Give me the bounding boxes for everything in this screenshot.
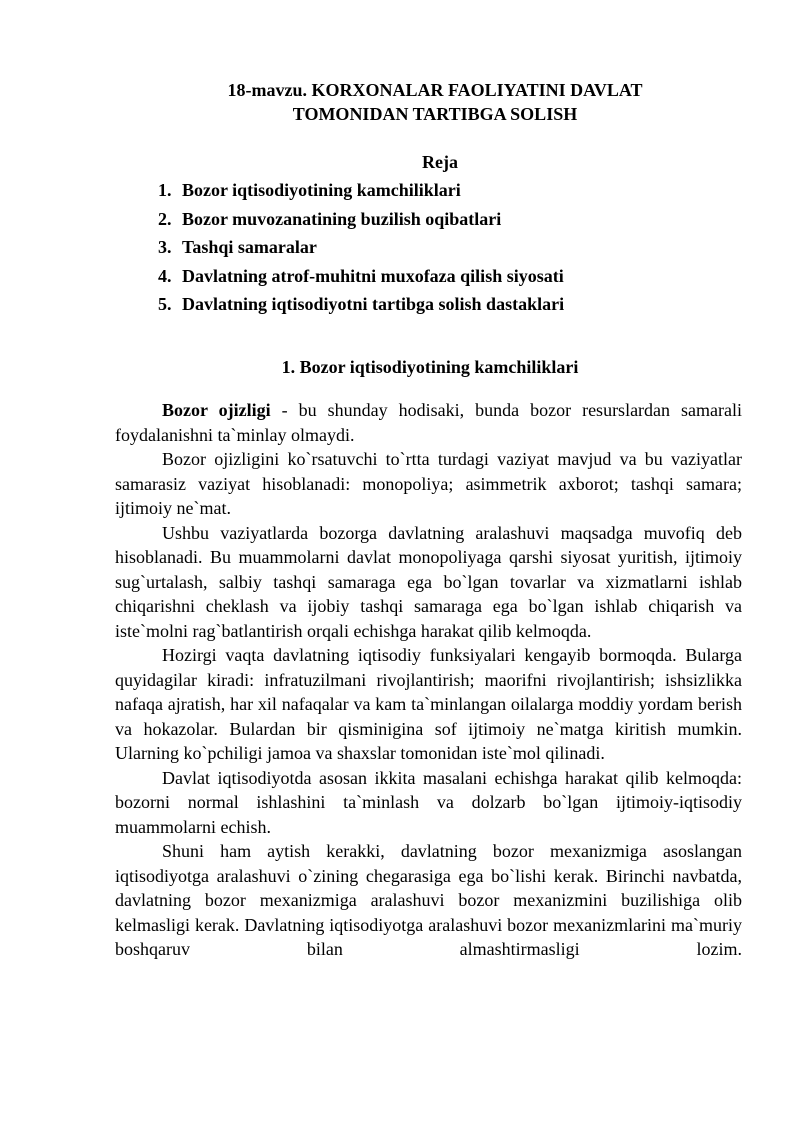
plan-item bbox=[158, 176, 564, 205]
plan-item-text: Davlatning atrof-muhitni muxofaza qilish siyosati bbox=[182, 265, 564, 286]
paragraph: Bozor ojizligini ko`rsatuvchi to`rtta turdagi vaziyat mavjud va bu vaziyatlar samarasiz vaziyat hisoblanadi: monopoliya; asimmetrik axborot; tashqi samara; ijtimoiy ne`mat. bbox=[115, 449, 742, 518]
plan-item-text: Davlatning iqtisodiyotni tartibga solish dastaklari bbox=[182, 294, 565, 314]
plan-item-number: 5. bbox=[158, 294, 172, 314]
plan-item bbox=[158, 205, 564, 234]
title-line-2: TOMONIDAN TARTIBGA SOLISH bbox=[292, 104, 578, 124]
definition-text: - bu shunday hodisaki, bunda bozor resurslardan samarali foydalanishni ta`minlay olmaydi. bbox=[115, 400, 743, 445]
plan-item bbox=[158, 290, 564, 319]
paragraph: Shuni ham aytish kerakki, davlatning bozor mexanizmiga asoslangan iqtisodiyotga aralashuvi o`zining chegarasiga ega bo`lishi kerak. Birinchi navbatda, davlatning bozor mexanizmiga aralashuvi bozor mexanizmini buzilishiga olib kelmasligi kerak. Davlatning iqtisodiyotga aralashuvi bozor mexanizmlarini ma`muriy boshqaruv bilan almashtirmasligi lozim. bbox=[115, 841, 742, 959]
body-text bbox=[115, 398, 742, 962]
plan-item bbox=[158, 262, 564, 291]
defined-term: Bozor ojizligi bbox=[162, 400, 271, 420]
plan-item-text: Bozor muvozanatining buzilish oqibatlari bbox=[182, 208, 502, 229]
title-line-1: 18-mavzu. KORXONALAR FAOLIYATINI DAVLAT bbox=[227, 80, 643, 100]
plan-list bbox=[158, 176, 564, 319]
paragraph: Ushbu vaziyatlarda bozorga davlatning aralashuvi maqsadga muvofiq deb hisoblanadi. Bu muammolarni davlat monopoliyaga qarshi siyosat yuritish, ijtimoiy sug`urtalash, salbiy tashqi samaraga ega bo`lgan tovarlar va xizmatlarni ishlab chiqarishni cheklash va ijobiy tashqi samaraga ega bo`lgan ishlab chiqarish va iste`molni rag`batlantirish orqali echishga harakat qilib kelmoqda. bbox=[115, 522, 742, 641]
plan-heading: Reja bbox=[422, 152, 458, 172]
plan-item-text: Tashqi samaralar bbox=[182, 237, 317, 257]
plan-item-number: 1. bbox=[158, 180, 172, 200]
plan-item-text: Bozor iqtisodiyotining kamchiliklari bbox=[182, 180, 461, 200]
page-title bbox=[115, 78, 755, 126]
plan-item-number: 4. bbox=[158, 265, 172, 286]
paragraph: Hozirgi vaqta davlatning iqtisodiy funksiyalari kengayib bormoqda. Bularga quyidagilar kiradi: infratuzilmani rivojlantirish; maorifni rivojlantirish; ishsizlikka nafaqa ajratish, har xil nafaqalar va kam ta`minlangan oilalarga moddiy yordam berish va hokazolar. Bulardan bir qisminigina sof ijtimoiy ne`matga kiritish mumkin. Ularning ko`pchiligi jamoa va shaxslar tomonidan iste`mol qilinadi. bbox=[115, 645, 742, 763]
section-heading: 1. Bozor iqtisodiyotining kamchiliklari bbox=[281, 357, 579, 377]
paragraph bbox=[115, 398, 742, 447]
paragraph: Davlat iqtisodiyotda asosan ikkita masalani echishga harakat qilib kelmoqda: bozorni normal ishlashini ta`minlash va dolzarb bo`lgan ijtimoiy-iqtisodiy muammolarni echish. bbox=[115, 767, 742, 837]
plan-item bbox=[158, 233, 564, 262]
plan-item-number: 2. bbox=[158, 208, 172, 229]
plan-item-number: 3. bbox=[158, 237, 172, 257]
